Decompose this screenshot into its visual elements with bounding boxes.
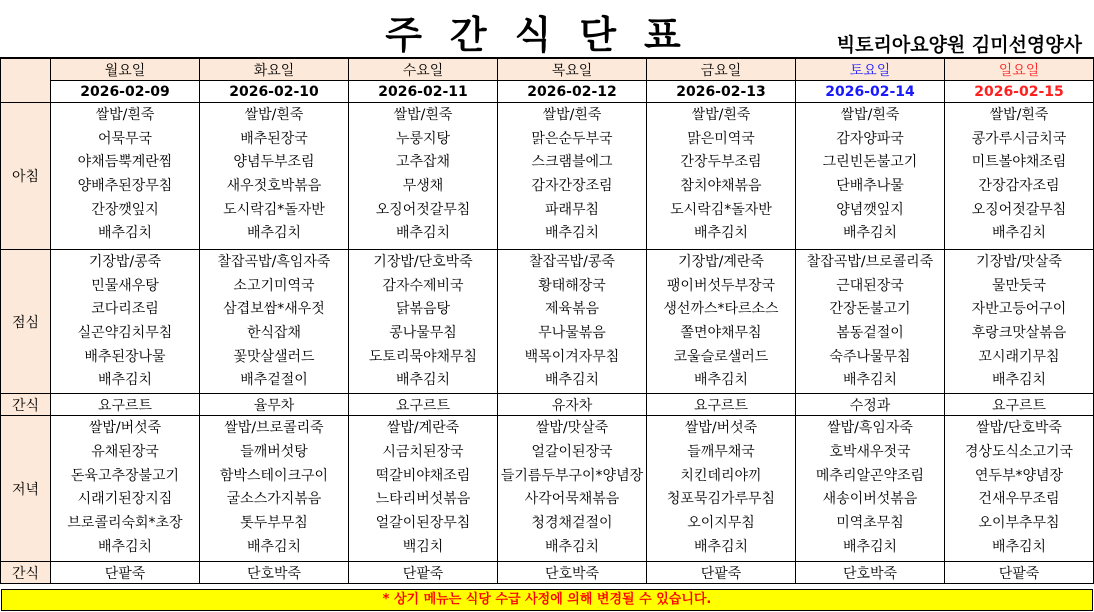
menu-item: 도토리묵야채무침: [368, 348, 478, 365]
menu-item: 물만둣국: [991, 277, 1047, 294]
snack1-item: 유자차: [498, 394, 647, 416]
menu-item: 쫄면야채무침: [680, 325, 762, 342]
menu-item: 쌀밥/버섯죽: [88, 420, 162, 437]
menu-item: 함박스테이크구이: [219, 467, 329, 484]
menu-item: 기장밥/콩죽: [88, 254, 162, 270]
menu-item: 파래무침: [544, 201, 600, 218]
snack2-item: 단호박죽: [498, 562, 647, 584]
menu-item: 미역초무침: [836, 514, 904, 531]
menu-item: 배추김치: [693, 372, 749, 389]
menu-item: 무생채: [402, 178, 444, 195]
menu-item: 메추리알곤약조림: [815, 467, 925, 484]
menu-item: 들깨버섯탕: [240, 443, 308, 460]
snack1-item: 요구르트: [51, 394, 200, 416]
menu-item: 생선까스*타르소스: [663, 301, 779, 318]
lunch-menu-cell: [349, 250, 498, 394]
breakfast-row: [1, 103, 1094, 250]
title-bar: [0, 0, 1094, 58]
menu-item: 연두부*양념장: [974, 467, 1064, 484]
snack2-item: 단팥죽: [945, 562, 1094, 584]
menu-item: 새송이버섯볶음: [822, 491, 918, 508]
page-title: 주간식단표: [385, 13, 709, 57]
snack2-item: 단호박죽: [796, 562, 945, 584]
menu-item: 양념두부조림: [233, 154, 315, 171]
menu-item: 황태해장국: [538, 277, 606, 294]
breakfast-menu-cell: [796, 103, 945, 250]
menu-item: 쌀밥/단호박죽: [976, 420, 1062, 437]
menu-item: 브로콜리숙회*초장: [67, 514, 183, 531]
menu-table: [0, 58, 1094, 584]
lunch-menu-cell: [498, 250, 647, 394]
menu-item: 배추김치: [842, 372, 898, 389]
menu-item: 쌀밥/흰죽: [840, 107, 900, 123]
meal-label-snack: 간식: [1, 394, 51, 416]
menu-item: 꼬시래기무침: [978, 348, 1060, 365]
menu-item: 찰잡곡밥/흑임자죽: [217, 254, 331, 270]
menu-item: 실곤약김치무침: [77, 325, 173, 342]
menu-item: 유채된장국: [91, 443, 159, 460]
breakfast-menu-cell: [647, 103, 796, 250]
menu-item: 쌀밥/흰죽: [393, 107, 453, 123]
menu-item: 떡갈비야채조림: [375, 467, 471, 484]
menu-item: 오이부추무침: [978, 514, 1060, 531]
menu-item: 기장밥/단호박죽: [373, 254, 473, 270]
day-label: 화요일: [200, 59, 349, 81]
menu-item: 배추김치: [991, 372, 1047, 389]
date-cell-sunday: 2026-02-15: [945, 81, 1094, 103]
menu-item: 양배추된장무침: [77, 178, 173, 195]
menu-item: 배추김치: [544, 225, 600, 242]
menu-item: 새우젓호박볶음: [226, 178, 322, 195]
breakfast-menu-cell: [945, 103, 1094, 250]
menu-item: 어묵무국: [97, 130, 153, 147]
menu-item: 숙주나물무침: [829, 348, 911, 365]
menu-item: 청포묵김가루무침: [666, 491, 776, 508]
menu-item: 배추김치: [97, 538, 153, 555]
snack2-row: [1, 562, 1094, 584]
dinner-menu-cell: [349, 416, 498, 562]
menu-item: 배추된장국: [240, 130, 308, 147]
menu-item: 쌀밥/계란죽: [386, 420, 460, 437]
menu-item: 쌀밥/흰죽: [989, 107, 1049, 123]
footer-notice: * 상기 메뉴는 식당 수급 사정에 의해 변경될 수 있습니다.: [1, 589, 1093, 611]
menu-item: 후랑크맛살볶음: [971, 325, 1067, 342]
menu-item: 얼갈이된장국: [531, 443, 613, 460]
lunch-menu-cell: [945, 250, 1094, 394]
menu-item: 들기름두부구이*양념장: [500, 467, 644, 484]
menu-item: 스크램블에그: [531, 154, 613, 171]
menu-item: 쌀밥/버섯죽: [684, 420, 758, 437]
day-label-sunday: 일요일: [945, 59, 1094, 81]
menu-item: 느타리버섯볶음: [375, 491, 471, 508]
menu-item: 간장두부조림: [680, 154, 762, 171]
meal-label-dinner: 저녁: [1, 416, 51, 562]
menu-item: 봄동겉절이: [836, 325, 904, 342]
date-row: [1, 81, 1094, 103]
breakfast-menu-cell: [200, 103, 349, 250]
menu-item: 호박새우젓국: [829, 443, 911, 460]
corner-cell: [1, 59, 51, 103]
dinner-menu-cell: [796, 416, 945, 562]
dinner-menu-cell: [498, 416, 647, 562]
menu-item: 건새우무조림: [978, 491, 1060, 508]
day-label: 수요일: [349, 59, 498, 81]
menu-item: 소고기미역국: [233, 277, 315, 294]
dinner-menu-cell: [200, 416, 349, 562]
lunch-menu-cell: [51, 250, 200, 394]
menu-item: 치킨데리야끼: [680, 467, 762, 484]
menu-item: 기장밥/계란죽: [678, 254, 764, 270]
date-cell: 2026-02-11: [349, 81, 498, 103]
breakfast-menu-cell: [51, 103, 200, 250]
dinner-menu-cell: [945, 416, 1094, 562]
menu-item: 양념깻잎지: [836, 201, 904, 218]
menu-item: 찰잡곡밥/브로콜리죽: [806, 254, 934, 270]
menu-item: 오이지무침: [687, 514, 755, 531]
dinner-row: [1, 416, 1094, 562]
date-cell: 2026-02-13: [647, 81, 796, 103]
snack1-item: 요구르트: [349, 394, 498, 416]
date-cell-saturday: 2026-02-14: [796, 81, 945, 103]
snack1-row: [1, 394, 1094, 416]
day-label: 금요일: [647, 59, 796, 81]
lunch-menu-cell: [647, 250, 796, 394]
menu-item: 쌀밥/흰죽: [542, 107, 602, 123]
dinner-menu-cell: [647, 416, 796, 562]
menu-item: 돈육고추장불고기: [70, 467, 180, 484]
menu-item: 배추김치: [842, 538, 898, 555]
menu-item: 쌀밥/흑임자죽: [827, 420, 913, 437]
menu-item: 배추김치: [693, 538, 749, 555]
menu-item: 시래기된장지짐: [77, 491, 173, 508]
snack1-item: 율무차: [200, 394, 349, 416]
menu-item: 도시락김*돌자반: [223, 201, 325, 218]
day-label-saturday: 토요일: [796, 59, 945, 81]
dinner-menu-cell: [51, 416, 200, 562]
menu-item: 쌀밥/브로콜리죽: [224, 420, 324, 437]
menu-item: 팽이버섯두부장국: [666, 277, 776, 294]
menu-item: 들깨무채국: [687, 443, 755, 460]
menu-item: 배추김치: [842, 225, 898, 242]
meal-label-snack: 간식: [1, 562, 51, 584]
subtitle: 빅토리아요양원 김미선영양사: [836, 34, 1082, 56]
breakfast-menu-cell: [498, 103, 647, 250]
menu-item: 배추김치: [246, 225, 302, 242]
menu-item: 콩나물무침: [389, 325, 457, 342]
menu-item: 경상도식소고기국: [964, 443, 1074, 460]
menu-item: 사각어묵채볶음: [524, 491, 620, 508]
menu-item: 배추김치: [246, 538, 302, 555]
snack2-item: 단팥죽: [647, 562, 796, 584]
menu-item: 간장감자조림: [978, 178, 1060, 195]
menu-item: 굴소스가지볶음: [226, 491, 322, 508]
lunch-menu-cell: [796, 250, 945, 394]
menu-item: 닭볶음탕: [395, 301, 451, 318]
menu-item: 배추된장나물: [84, 348, 166, 365]
menu-item: 간장돈불고기: [829, 301, 911, 318]
menu-item: 한식잡채: [246, 325, 302, 342]
menu-item: 오징어젓갈무침: [971, 201, 1067, 218]
menu-item: 얼갈이된장무침: [375, 514, 471, 531]
menu-item: 단배추나물: [836, 178, 904, 195]
menu-item: 배추김치: [97, 372, 153, 389]
menu-item: 무나물볶음: [538, 325, 606, 342]
day-label: 목요일: [498, 59, 647, 81]
menu-item: 맑은미역국: [687, 130, 755, 147]
snack2-item: 단호박죽: [200, 562, 349, 584]
menu-item: 배추김치: [991, 538, 1047, 555]
menu-item: 콩가루시금치국: [971, 130, 1067, 147]
snack1-item: 요구르트: [945, 394, 1094, 416]
menu-item: 시금치된장국: [382, 443, 464, 460]
menu-item: 톳두부무침: [240, 514, 308, 531]
menu-item: 찰잡곡밥/콩죽: [529, 254, 615, 270]
day-label: 월요일: [51, 59, 200, 81]
menu-item: 감자양파국: [836, 130, 904, 147]
menu-item: 쌀밥/흰죽: [691, 107, 751, 123]
menu-item: 기장밥/맛살죽: [976, 254, 1062, 270]
menu-item: 제육볶음: [544, 301, 600, 318]
menu-item: 배추겉절이: [240, 372, 308, 389]
menu-item: 감자수제비국: [382, 277, 464, 294]
snack2-item: 단팥죽: [349, 562, 498, 584]
menu-item: 백목이겨자무침: [524, 348, 620, 365]
menu-item: 자반고등어구이: [971, 301, 1067, 318]
menu-item: 배추김치: [544, 372, 600, 389]
menu-item: 참치야채볶음: [680, 178, 762, 195]
menu-item: 간장깻잎지: [91, 201, 159, 218]
menu-item: 그린빈돈불고기: [822, 154, 918, 171]
breakfast-menu-cell: [349, 103, 498, 250]
snack1-item: 요구르트: [647, 394, 796, 416]
lunch-menu-cell: [200, 250, 349, 394]
menu-item: 야채듬뿍계란찜: [77, 154, 173, 171]
menu-item: 쌀밥/맛살죽: [535, 420, 609, 437]
lunch-row: [1, 250, 1094, 394]
snack2-item: 단팥죽: [51, 562, 200, 584]
menu-item: 코울슬로샐러드: [673, 348, 769, 365]
menu-item: 배추김치: [97, 225, 153, 242]
day-header-row: [1, 59, 1094, 81]
menu-item: 미트볼야채조림: [971, 154, 1067, 171]
menu-item: 쌀밥/흰죽: [244, 107, 304, 123]
menu-item: 배추김치: [395, 225, 451, 242]
menu-item: 꽃맛살샐러드: [233, 348, 315, 365]
menu-item: 배추김치: [991, 225, 1047, 242]
menu-item: 민물새우탕: [91, 277, 159, 294]
menu-item: 삼겹보쌈*새우젓: [223, 301, 325, 318]
menu-item: 청경채겉절이: [531, 514, 613, 531]
snack1-item: 수정과: [796, 394, 945, 416]
menu-item: 배추김치: [544, 538, 600, 555]
menu-item: 쌀밥/흰죽: [95, 107, 155, 123]
menu-item: 오징어젓갈무침: [375, 201, 471, 218]
date-cell: 2026-02-09: [51, 81, 200, 103]
meal-label-lunch: 점심: [1, 250, 51, 394]
menu-item: 배추김치: [693, 225, 749, 242]
menu-item: 누룽지탕: [395, 130, 451, 147]
menu-item: 코다리조림: [91, 301, 159, 318]
menu-item: 맑은순두부국: [531, 130, 613, 147]
date-cell: 2026-02-10: [200, 81, 349, 103]
menu-item: 고추잡채: [395, 154, 451, 171]
menu-item: 배추김치: [395, 372, 451, 389]
menu-item: 감자간장조림: [531, 178, 613, 195]
meal-label-breakfast: 아침: [1, 103, 51, 250]
menu-item: 근대된장국: [836, 277, 904, 294]
menu-item: 도시락김*돌자반: [670, 201, 772, 218]
menu-item: 백김치: [402, 538, 444, 555]
date-cell: 2026-02-12: [498, 81, 647, 103]
